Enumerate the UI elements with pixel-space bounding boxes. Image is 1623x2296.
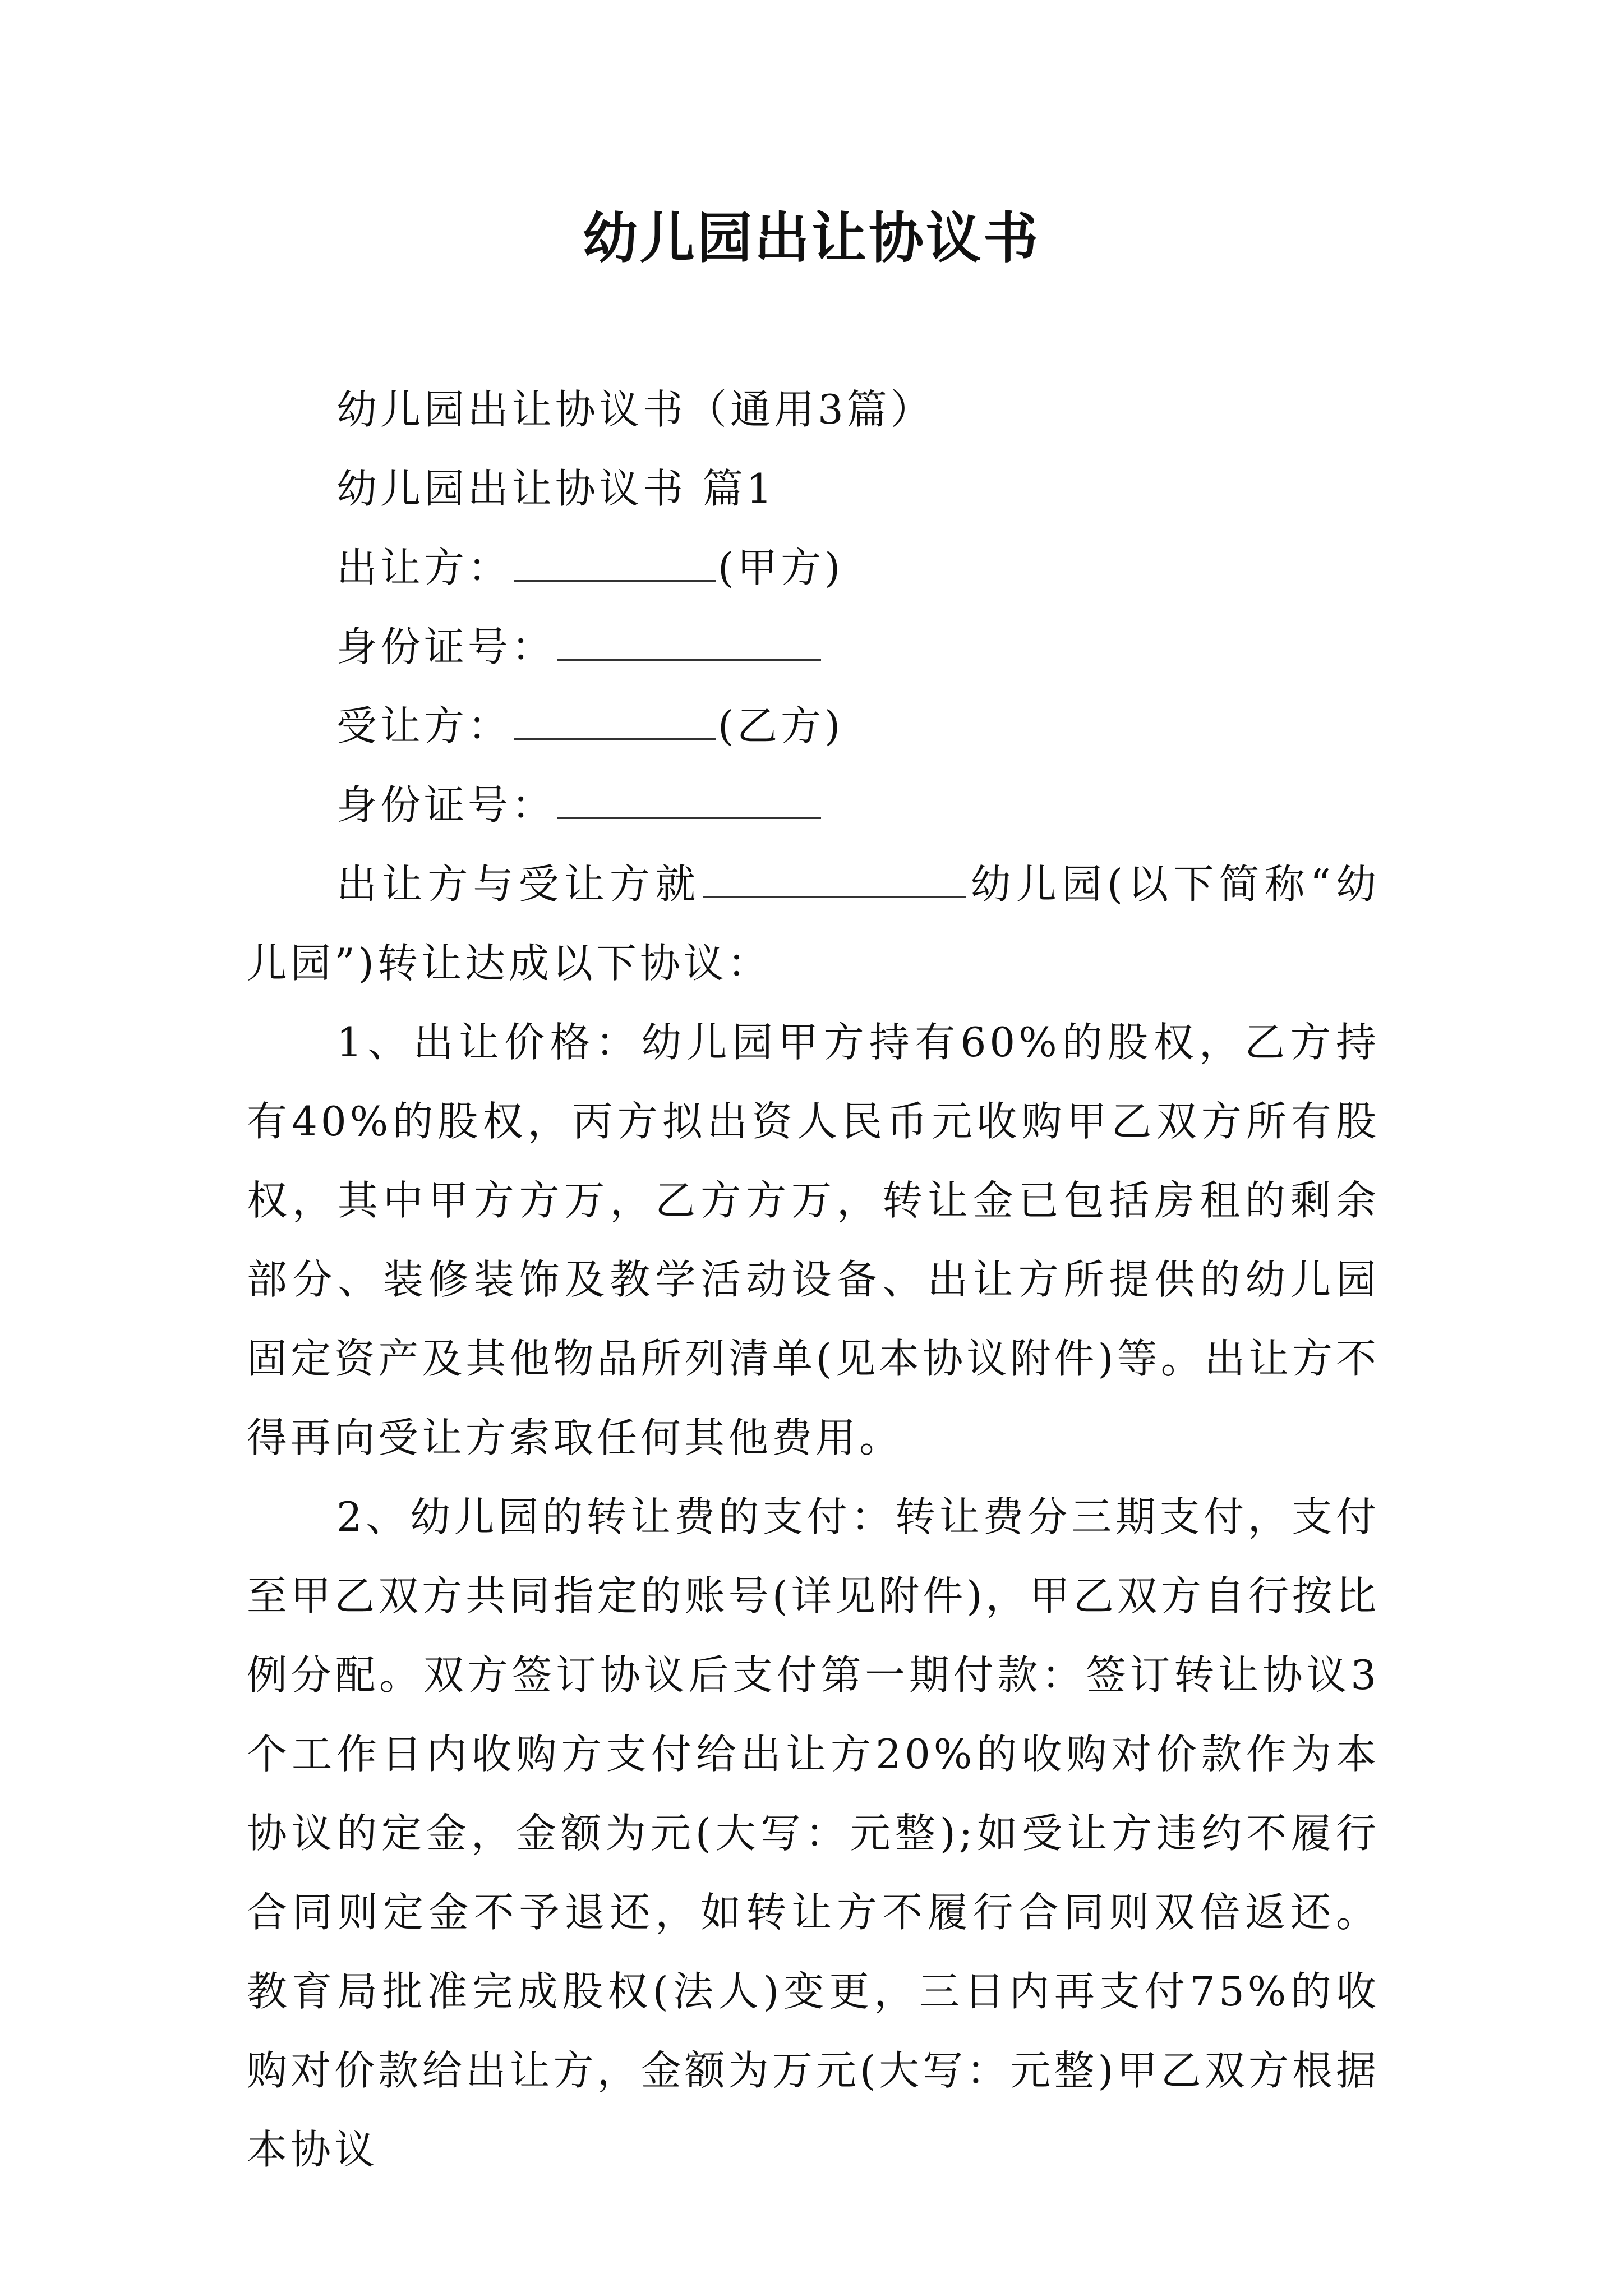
- id-blank-1: [557, 625, 821, 661]
- transferor-line: [247, 528, 1380, 608]
- transferor-suffix: (甲方): [718, 544, 844, 591]
- document-body: [247, 370, 1380, 2189]
- transferor-label: 出让方：: [336, 544, 512, 591]
- transferee-label: 受让方：: [336, 702, 512, 749]
- intro-after-blank: 幼儿园(以下简称“幼儿园”)转让达成以下协议：: [247, 861, 1380, 987]
- id-line-2: [247, 766, 1380, 845]
- id-line-1: [247, 608, 1380, 687]
- clause-2-paragraph: 2、幼儿园的转让费的支付：转让费分三期支付，支付至甲乙双方共同指定的账号(详见附件)，甲乙双方自行按比例分配。双方签订协议后支付第一期付款：签订转让协议3个工作日内收购方支付给出让方20%的收购对价款作为本协议的定金，金额为元(大写：元整);如受让方违约不履行合同则定金不予退还，如转让方不履行合同则双倍返还。教育局批准完成股权(法人)变更，三日内再支付75%的收购对价款给出让方，金额为万元(大写：元整)甲乙双方根据本协议: [247, 1493, 1380, 2173]
- transferee-blank: [514, 705, 716, 740]
- intro-paragraph: [247, 845, 1380, 1003]
- document-title: 幼儿园出让协议书: [582, 206, 1040, 270]
- transferor-blank: [514, 546, 716, 582]
- intro-before-blank: 出让方与受让方就: [336, 861, 701, 908]
- transferee-suffix: (乙方): [718, 702, 844, 749]
- transferee-line: [247, 687, 1380, 766]
- subtitle: 幼儿园出让协议书（通用3篇）: [336, 386, 934, 433]
- section-heading: 幼儿园出让协议书 篇1: [336, 465, 776, 512]
- id-label-2: 身份证号：: [336, 781, 556, 829]
- id-label-1: 身份证号：: [336, 623, 556, 670]
- kindergarten-name-blank: [703, 863, 966, 898]
- clause-1-paragraph: 1、出让价格：幼儿园甲方持有60%的股权，乙方持有40%的股权，丙方拟出资人民币元收购甲乙双方所有股权，其中甲方方万，乙方方万，转让金已包括房租的剩余部分、装修装饰及教学活动设备、出让方所提供的幼儿园固定资产及其他物品所列清单(见本协议附件)等。出让方不得再向受让方索取任何其他费用。: [247, 1019, 1380, 1461]
- id-blank-2: [557, 784, 821, 819]
